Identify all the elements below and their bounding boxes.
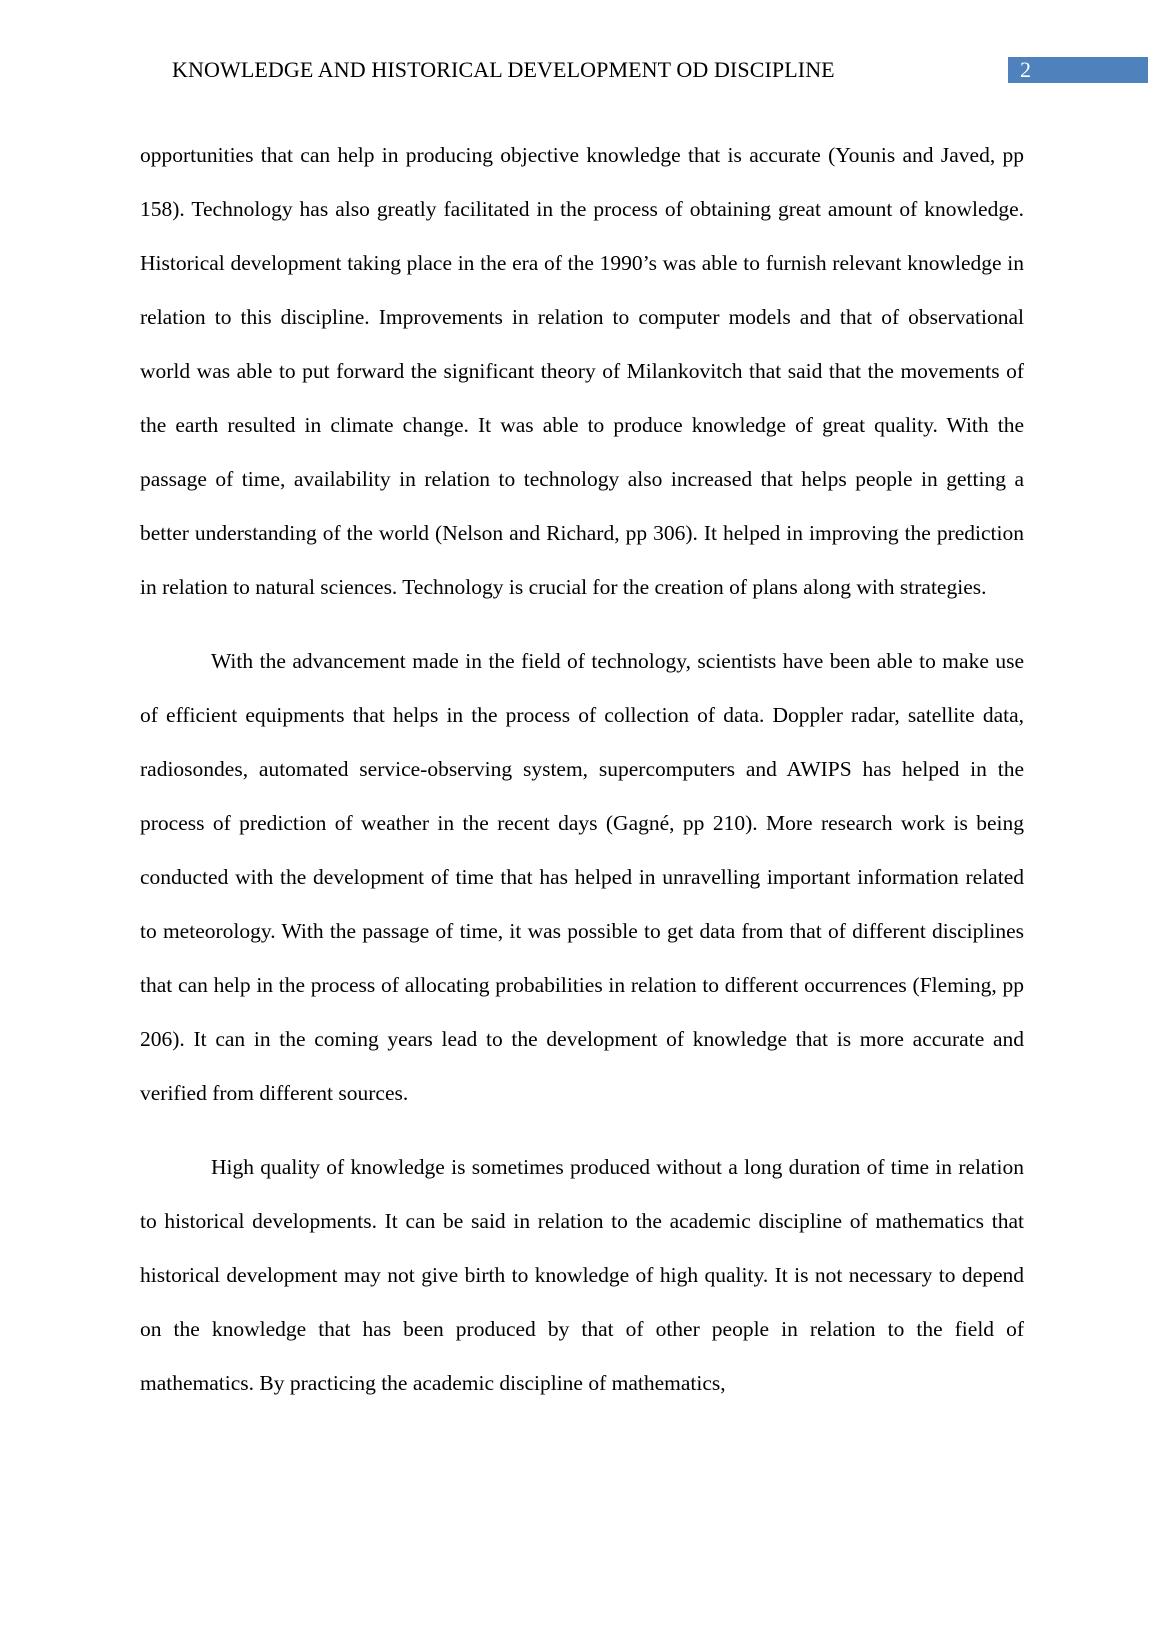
- page-number: 2: [1020, 57, 1031, 82]
- paragraph-3: High quality of knowledge is sometimes produced without a long duration of time in relation to historical developments. It can be said in relation to the academic discipline of mathematics that historical development may not give birth to knowledge of high quality. It is not necessary to depend on the knowledge that has been produced by that of other people in relation to the field of mathematics. By practicing the academic discipline of mathematics,: [140, 1155, 1024, 1395]
- body-text: [140, 128, 1024, 1430]
- paragraph-1: opportunities that can help in producing objective knowledge that is accurate (Younis and Javed, pp 158). Technology has also greatly facilitated in the process of obtaining great amount of knowledge. Historical development taking place in the era of the 1990’s was able to furnish relevant knowledge in relation to this discipline. Improvements in relation to computer models and that of observational world was able to put forward the significant theory of Milankovitch that said that the movements of the earth resulted in climate change. It was able to produce knowledge of great quality. With the passage of time, availability in relation to technology also increased that helps people in getting a better understanding of the world (Nelson and Richard, pp 306). It helped in improving the prediction in relation to natural sciences. Technology is crucial for the creation of plans along with strategies.: [140, 143, 1024, 599]
- paragraph-2: With the advancement made in the field of technology, scientists have been able to make use of efficient equipments that helps in the process of collection of data. Doppler radar, satellite data, radiosondes, automated service-observing system, supercomputers and AWIPS has helped in the process of prediction of weather in the recent days (Gagné, pp 210). More research work is being conducted with the development of time that has helped in unravelling important information related to meteorology. With the passage of time, it was possible to get data from that of different disciplines that can help in the process of allocating probabilities in relation to different occurrences (Fleming, pp 206). It can in the coming years lead to the development of knowledge that is more accurate and verified from different sources.: [140, 649, 1024, 1105]
- page-number-box: [1008, 57, 1148, 83]
- running-head: KNOWLEDGE AND HISTORICAL DEVELOPMENT OD DISCIPLINE: [172, 57, 835, 82]
